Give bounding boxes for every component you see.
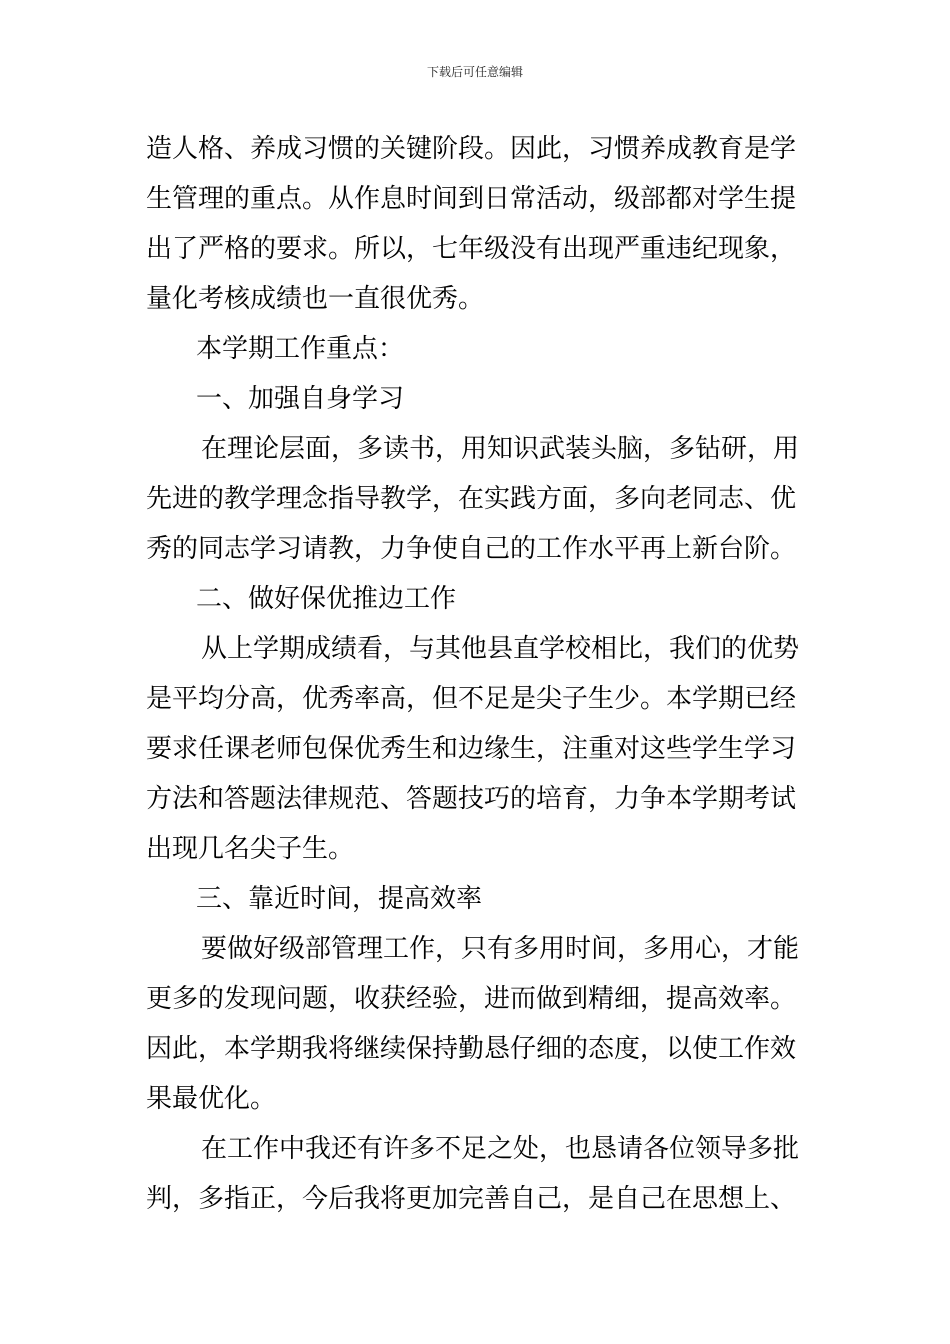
text-line: 生管理的重点。从作息时间到日常活动，级部都对学生提 (146, 184, 797, 214)
text-line: 出现几名尖子生。 (146, 834, 355, 864)
text-line: 出了严格的要求。所以，七年级没有出现严重违纪现象， (146, 234, 797, 264)
text-line: 要求任课老师包保优秀生和边缘生，注重对这些学生学习 (146, 734, 797, 764)
text-line: 是平均分高，优秀率高，但不足是尖子生少。本学期已经 (146, 684, 797, 714)
section-heading-line: 一、加强自身学习 (196, 384, 405, 414)
section-heading-line: 本学期工作重点： (196, 334, 405, 364)
document-body (146, 124, 806, 1224)
section-heading-line: 三、靠近时间，提高效率 (196, 884, 483, 914)
text-line: 造人格、养成习惯的关键阶段。因此，习惯养成教育是学 (146, 134, 797, 164)
text-line: 果最优化。 (146, 1084, 277, 1114)
text-line: 判，多指正，今后我将更加完善自己，是自己在思想上、 (146, 1184, 797, 1214)
text-line: 方法和答题法律规范、答题技巧的培育，力争本学期考试 (146, 784, 797, 814)
text-line: 从上学期成绩看，与其他县直学校相比，我们的优势 (201, 634, 800, 664)
text-line: 在理论层面，多读书，用知识武装头脑，多钻研，用 (201, 434, 800, 464)
section-heading-line: 二、做好保优推边工作 (196, 584, 457, 614)
text-line: 要做好级部管理工作，只有多用时间，多用心，才能 (201, 934, 800, 964)
text-line: 更多的发现问题，收获经验，进而做到精细，提高效率。 (146, 984, 797, 1014)
text-line: 在工作中我还有许多不足之处，也恳请各位领导多批 (201, 1134, 800, 1164)
text-line: 因此，本学期我将继续保持勤恳仔细的态度，以使工作效 (146, 1034, 797, 1064)
page-header: 下载后可任意编辑 (426, 65, 523, 79)
text-line: 秀的同志学习请教，力争使自己的工作水平再上新台阶。 (146, 534, 797, 564)
text-line: 先进的教学理念指导教学，在实践方面，多向老同志、优 (146, 484, 797, 514)
text-line: 量化考核成绩也一直很优秀。 (146, 284, 485, 314)
